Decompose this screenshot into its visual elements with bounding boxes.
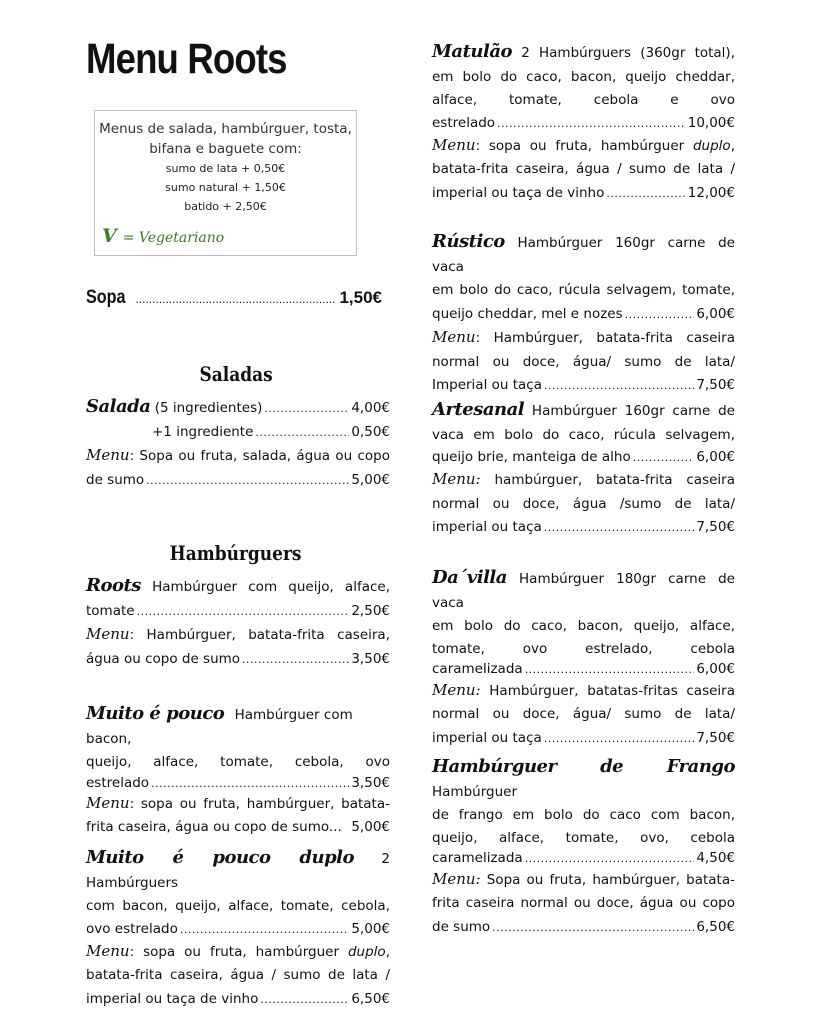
matulao-menu-line3: imperial ou taça de vinho: [432, 184, 605, 201]
davilla-line2: em bolo do caco, bacon, queijo, alface,: [432, 618, 735, 634]
artesanal-price: 6,00€: [696, 449, 735, 465]
muito-duplo-menu-line3: imperial ou taça de vinho: [86, 990, 259, 1007]
rustico-line1: Hambúrguer 160gr carne de vaca: [432, 235, 735, 275]
info-extra-3: batido + 2,50€: [184, 200, 267, 213]
info-main-text: Menus de salada, hambúrguer, tosta, bifana e baguete com:: [99, 121, 352, 157]
artesanal-menu-line2: normal ou doce, água /sumo de lata/: [432, 495, 735, 512]
frango-price: 4,50€: [696, 849, 735, 866]
sopa-item: [86, 287, 382, 309]
artesanal-name: Artesanal: [432, 399, 525, 420]
matulao-line1: 2 Hambúrguers (360gr total),: [521, 45, 735, 61]
rustico-line3: queijo cheddar, mel e nozes: [432, 305, 623, 322]
salada-menu-line2: de sumo: [86, 471, 145, 488]
frango-menu-line3: de sumo: [432, 918, 491, 935]
sopa-name: Sopa: [86, 287, 126, 308]
davilla-menu-line2: normal ou doce, água/ sumo de lata/: [432, 706, 735, 722]
rustico-item: [432, 230, 735, 398]
muito-menu-line1: : sopa ou fruta, hambúrguer, batata-: [129, 795, 390, 812]
muito-line3: estrelado: [86, 774, 150, 791]
salada-menu-label: Menu: [86, 446, 130, 464]
frango-menu-price: 6,50€: [696, 918, 735, 935]
saladas-heading: Saladas: [199, 362, 273, 386]
matulao-line4: estrelado: [432, 114, 496, 131]
frango-menu-label: Menu:: [432, 869, 481, 888]
muito-duplo-menu-price: 6,50€: [351, 990, 390, 1007]
rustico-price: 6,00€: [696, 305, 735, 322]
artesanal-item: [432, 398, 735, 540]
artesanal-menu-line3: imperial ou taça: [432, 519, 542, 535]
vegetarian-legend: [102, 225, 224, 247]
roots-menu-price: 3,50€: [351, 650, 390, 667]
muito-price: 3,50€: [351, 774, 390, 791]
rustico-menu-label: Menu: [432, 328, 476, 346]
davilla-price: 6,00€: [696, 660, 735, 677]
artesanal-line3: queijo brie, manteiga de alho: [432, 449, 631, 465]
salada-name: Salada: [86, 396, 151, 417]
muito-e-pouco-item: [86, 702, 390, 840]
matulao-line3: alface, tomate, cebola e ovo: [432, 92, 735, 108]
davilla-line3: tomate, ovo estrelado, cebola: [432, 640, 735, 657]
artesanal-menu-line1: hambúrguer, batata-frita caseira: [480, 472, 735, 488]
page-title: Menu Roots: [86, 35, 287, 83]
davilla-menu-label: Menu:: [432, 680, 481, 699]
roots-menu-line1: : Hambúrguer, batata-frita caseira,: [129, 627, 390, 643]
salada-price: 4,00€: [351, 400, 390, 416]
salada-menu-line1: : Sopa ou fruta, salada, água ou copo: [129, 448, 390, 464]
frango-menu-line2: frita caseira normal ou doce, água ou copo: [432, 895, 735, 911]
davilla-name: Da´villa: [432, 567, 507, 588]
matulao-item: Matulão 2 Hambúrguers (360gr total), em bolo do caco, bacon, queijo cheddar, alface, tomate, cebola e ovo estrelado ..... 10,00€ Menu: sopa ou fruta, hambúrguer duplo, batata-frita caseira, água / sumo de lata / imperial ou taça de vinho ..... 12,00€: [432, 40, 735, 205]
sopa-price: 1,50€: [339, 288, 382, 307]
frango-line3: queijo, alface, tomate, ovo, cebola: [432, 829, 735, 846]
artesanal-menu-label: Menu:: [432, 470, 481, 488]
muito-line2: queijo, alface, tomate, cebola, ovo: [86, 754, 390, 770]
sopa-leader: [135, 292, 336, 306]
salada-item: [86, 395, 390, 492]
salada-desc: (5 ingredientes): [154, 400, 263, 416]
muito-duplo-line1: 2 Hambúrguers: [86, 851, 390, 891]
frango-line2: de frango em bolo do caco com bacon,: [432, 807, 735, 823]
roots-line2: tomate: [86, 602, 135, 619]
davilla-menu-price: 7,50€: [696, 729, 735, 746]
matulao-menu-line2: batata-frita caseira, água / sumo de lata /: [432, 161, 735, 177]
salada-extra-price: 0,50€: [351, 423, 390, 440]
rustico-menu-line2: normal ou doce, água/ sumo de lata/: [432, 353, 735, 370]
davilla-item: [432, 566, 735, 750]
artesanal-menu-price: 7,50€: [696, 519, 735, 535]
muito-line1: Hambúrguer com bacon,: [86, 707, 353, 747]
muito-e-pouco-duplo-item: Muito é pouco duplo 2 Hambúrguers com bacon, queijo, alface, tomate, cebola, ovo estrelado ..... 5,00€ Menu: sopa ou fruta, hambúrguer duplo, batata-frita caseira, água / sumo de lata / imperial ou taça de vinho ..... 6,50€: [86, 846, 390, 1011]
rustico-name: Rústico: [432, 231, 505, 252]
davilla-menu-line1: Hambúrguer, batatas-fritas caseira: [480, 682, 735, 699]
frango-menu-line1: Sopa ou fruta, hambúrguer, batata-: [480, 871, 735, 888]
roots-price: 2,50€: [351, 602, 390, 619]
salada-extra-label: +1 ingrediente: [152, 423, 254, 440]
salada-menu-price: 5,00€: [351, 471, 390, 488]
davilla-line1: Hambúrguer 180gr carne de vaca: [432, 571, 735, 611]
info-extra-2: sumo natural + 1,50€: [165, 181, 286, 194]
davilla-line4: caramelizada: [432, 660, 523, 677]
muito-menu-line2: frita caseira, água ou copo de sumo...: [86, 819, 342, 835]
muito-name: Muito é pouco: [86, 703, 225, 724]
matulao-name: Matulão: [432, 41, 512, 62]
frango-line1: Hambúrguer: [432, 783, 517, 800]
rustico-menu-line3: Imperial ou taça: [432, 377, 542, 393]
matulao-line2: em bolo do caco, bacon, queijo cheddar,: [432, 68, 735, 85]
frango-item: [432, 755, 735, 939]
rustico-menu-line1: : Hambúrguer, batata-frita caseira: [475, 330, 735, 346]
rustico-line2: em bolo do caco, rúcula selvagem, tomate,: [432, 282, 735, 298]
muito-menu-label: Menu: [86, 793, 130, 812]
muito-duplo-menu-label: Menu: [86, 941, 130, 960]
artesanal-line2: vaca em bolo do caco, rúcula selvagem,: [432, 426, 735, 443]
frango-line4: caramelizada: [432, 849, 523, 866]
info-extra-1: sumo de lata + 0,50€: [165, 162, 286, 175]
muito-duplo-line3: ovo estrelado: [86, 920, 178, 937]
frango-name: Hambúrguer de Frango: [432, 756, 735, 777]
roots-name: Roots: [86, 575, 141, 596]
vegetarian-icon: V: [102, 225, 117, 247]
matulao-price: 10,00€: [687, 114, 735, 131]
roots-line1: Hambúrguer com queijo, alface,: [152, 579, 390, 595]
muito-duplo-menu-line2: batata-frita caseira, água / sumo de lata /: [86, 967, 390, 983]
roots-menu-line2: água ou copo de sumo: [86, 650, 241, 667]
roots-menu-label: Menu: [86, 625, 130, 643]
vegetarian-label: = Vegetariano: [122, 230, 225, 246]
roots-item: [86, 574, 390, 671]
hamburguers-heading: Hambúrguers: [170, 541, 302, 565]
matulao-menu-label: Menu: [432, 135, 476, 154]
muito-duplo-line2: com bacon, queijo, alface, tomate, cebola,: [86, 898, 390, 914]
muito-duplo-name: Muito é pouco duplo: [86, 847, 354, 868]
muito-menu-price: 5,00€: [351, 819, 390, 835]
menu-info-box: [94, 110, 357, 256]
davilla-menu-line3: imperial ou taça: [432, 729, 542, 746]
rustico-menu-price: 7,50€: [696, 377, 735, 393]
artesanal-line1: Hambúrguer 160gr carne de: [531, 403, 735, 419]
muito-duplo-price: 5,00€: [351, 920, 390, 937]
matulao-menu-price: 12,00€: [687, 184, 735, 201]
